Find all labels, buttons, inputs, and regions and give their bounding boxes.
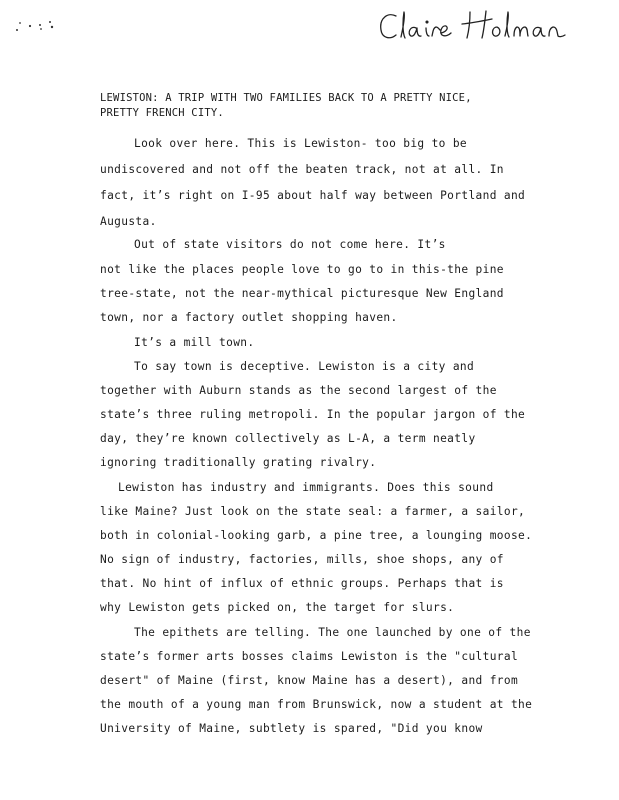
text-line: the mouth of a young man from Brunswick, now a student at the <box>100 698 533 711</box>
text-line: desert" of Maine (first, know Maine has a desert), and from <box>100 674 519 687</box>
text-line: Out of state visitors do not come here. It’s <box>134 238 446 251</box>
document-title: LEWISTON: A TRIP WITH TWO FAMILIES BACK TO A PRETTY NICE, PRETTY FRENCH CITY. <box>100 92 472 119</box>
text-line: state’s former arts bosses claims Lewiston is the "cultural <box>100 650 519 663</box>
text-line: like Maine? Just look on the state seal: a farmer, a sailor, <box>100 505 526 518</box>
text-line: The epithets are telling. The one launched by one of the <box>134 626 531 639</box>
text-line: that. No hint of influx of ethnic groups. Perhaps that is <box>100 577 504 590</box>
scan-speck-marks <box>12 10 62 40</box>
text-line: Look over here. This is Lewiston- too big to be <box>134 137 468 150</box>
text-line: both in colonial-looking garb, a pine tree, a lounging moose. <box>100 529 533 542</box>
text-line: not like the places people love to go to in this-the pine <box>100 263 504 276</box>
text-line: town, nor a factory outlet shopping haven. <box>100 311 398 324</box>
text-line: No sign of industry, factories, mills, shoe shops, any of <box>100 553 504 566</box>
text-line: undiscovered and not off the beaten track, not at all. In <box>100 163 504 176</box>
handwritten-signature <box>374 6 584 46</box>
text-line: together with Auburn stands as the second largest of the <box>100 384 497 397</box>
text-line: why Lewiston gets picked on, the target for slurs. <box>100 601 455 614</box>
text-line: tree-state, not the near-mythical picturesque New England <box>100 287 504 300</box>
text-line: University of Maine, subtlety is spared, "Did you know <box>100 722 483 735</box>
text-line: day, they’re known collectively as L-A, a term neatly <box>100 432 476 445</box>
text-line: To say town is deceptive. Lewiston is a city and <box>134 360 475 373</box>
text-line: Lewiston has industry and immigrants. Does this sound <box>118 481 494 494</box>
text-line: state’s three ruling metropoli. In the popular jargon of the <box>100 408 526 421</box>
text-line: ignoring traditionally grating rivalry. <box>100 456 377 469</box>
text-line: It’s a mill town. <box>134 336 255 349</box>
text-line: fact, it’s right on I-95 about half way between Portland and <box>100 189 526 202</box>
text-line: Augusta. <box>100 215 157 228</box>
